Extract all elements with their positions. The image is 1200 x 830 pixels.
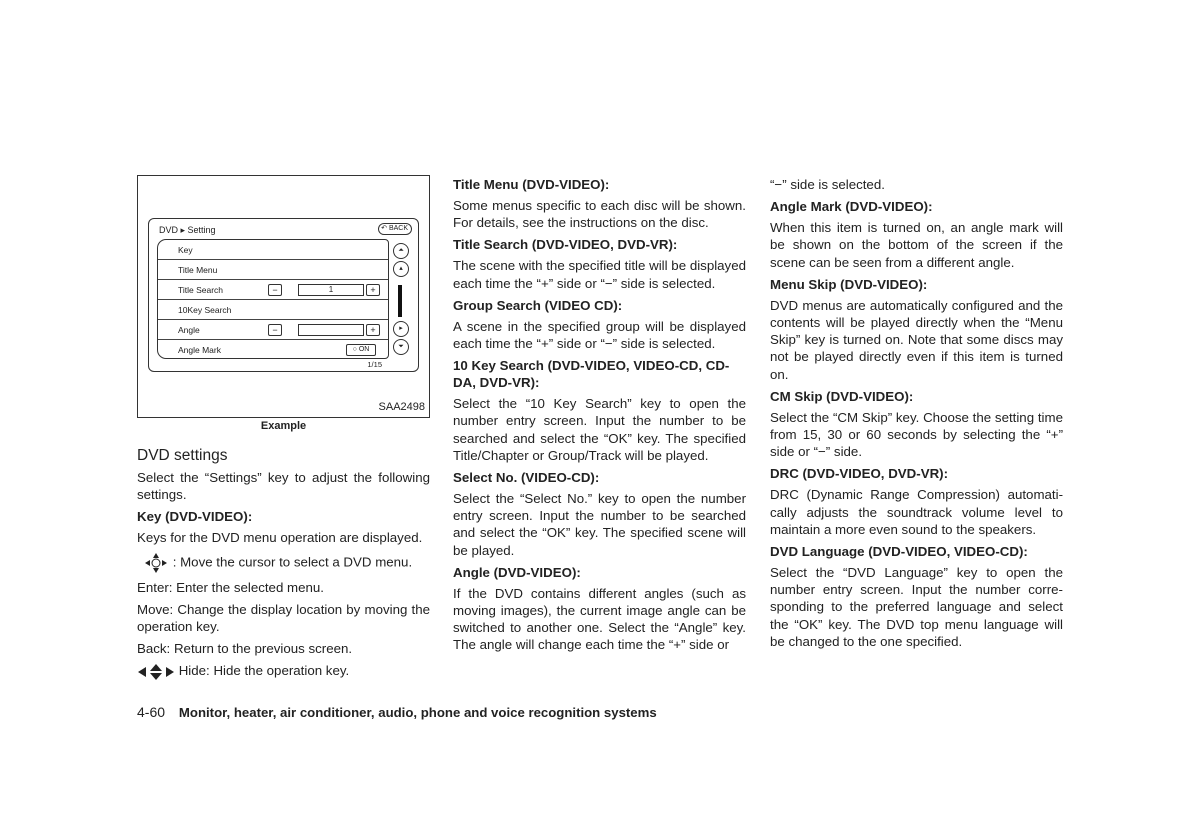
chevron-double-up-icon: ⏶ (393, 243, 409, 259)
scroll-controls (393, 243, 409, 355)
page-indicator: 1/15 (367, 360, 382, 369)
section-title: Monitor, heater, air conditioner, audio, phone and voice recognition systems (178, 705, 657, 720)
figure-code: SAA2498 (378, 401, 425, 413)
column-1: DVD settings Select the “Settings” key to adjust the following settings. Key (DVD-VIDEO): Keys for the DVD menu operation are displayed. : Move the cursor to select a DVD menu. Enter: Enter the selected menu. Move: Change the display location by moving the operation key. Back: Return to the previous screen. Hide: Hide the operation key. (137, 446, 430, 686)
menu-row-key: Key (158, 240, 388, 260)
minus-icon: − (268, 284, 282, 296)
plus-icon: + (366, 284, 380, 296)
screen-title: DVD ▸ Setting (159, 225, 216, 235)
page-number: 4-60 (137, 704, 166, 720)
angle-value (298, 324, 364, 336)
chevron-up-icon: ▴ (393, 261, 409, 277)
menu-row-10key-search: 10Key Search (158, 300, 388, 320)
scrollbar (398, 285, 402, 317)
cursor-keys-icon (143, 552, 169, 574)
column-2: Title Menu (DVD-VIDEO): Some menus specific to each disc will be shown. For details, see the instructions on the disc. Title Search (DVD-VIDEO, DVD-VR): The scene with the specified title will be displayed each time the “+” side or “−” side is selected. Group Search (VIDEO CD): A scene in the specified group will be displayed each time the “+” side or “−” side is selected. 10 Key Search (DVD-VIDEO, VIDEO-CD, CD-DA, DVD-VR): Select the “10 Key Search” key to open the number entry screen. Input the number to be searched and select the “OK” key. The specified Title/Chapter or Group/Track will be played. Select No. (VIDEO-CD): Select the “Select No.” key to open the number entry screen. Input the number to be searched and select the “OK” key. The specified scene will be played. Angle (DVD-VIDEO): If the DVD contains different angles (such as moving images), the current image angle can be switched to another one. Select the “Angle” key. The angle will change each time the “+” side or (453, 177, 746, 653)
menu-row-angle: Angle − + (158, 320, 388, 340)
minus-icon: − (268, 324, 282, 336)
menu-row-title-menu: Title Menu (158, 260, 388, 280)
back-button: ↶ BACK (378, 223, 412, 235)
hide-arrows-icon (137, 663, 175, 681)
menu-row-title-search: Title Search − 1 + (158, 280, 388, 300)
title-search-value: 1 (298, 284, 364, 296)
chevron-down-icon: ▸ (393, 321, 409, 337)
example-figure (137, 175, 430, 418)
section-heading: DVD settings (137, 447, 228, 464)
plus-icon: + (366, 324, 380, 336)
figure-caption: Example (260, 420, 307, 432)
settings-menu (157, 239, 389, 359)
menu-row-angle-mark: Angle Mark ○ ON (158, 340, 388, 359)
chevron-double-down-icon: ⏷ (393, 339, 409, 355)
column-3: “−” side is selected. Angle Mark (DVD-VIDEO): When this item is turned on, an angle mark will be shown on the bottom of the screen if the scene can be seen from a different angle. Menu Skip (DVD-VIDEO): DVD menus are automatically configured and the contents will be played directly when the “Menu Skip” key is turned on. Note that some discs may not be played directly even if this item is turned on. CM Skip (DVD-VIDEO): Select the “CM Skip” key. Choose the setting time from 15, 30 or 60 seconds by selecting the “+” side or “−” side. DRC (DVD-VIDEO, DVD-VR): DRC (Dynamic Range Compression) automati-cally adjusts the soundtrack volume level to maintain a more even sound to the speakers. DVD Language (DVD-VIDEO, VIDEO-CD): Select the “DVD Language” key to open the number entry screen. Input the number corre-sponding to the preferred language and select the “OK” key. The DVD top menu language will be changed to the one specified. (770, 177, 1063, 649)
angle-mark-toggle: ○ ON (346, 344, 376, 356)
dvd-setting-screen (148, 218, 419, 372)
page-footer (137, 704, 657, 720)
